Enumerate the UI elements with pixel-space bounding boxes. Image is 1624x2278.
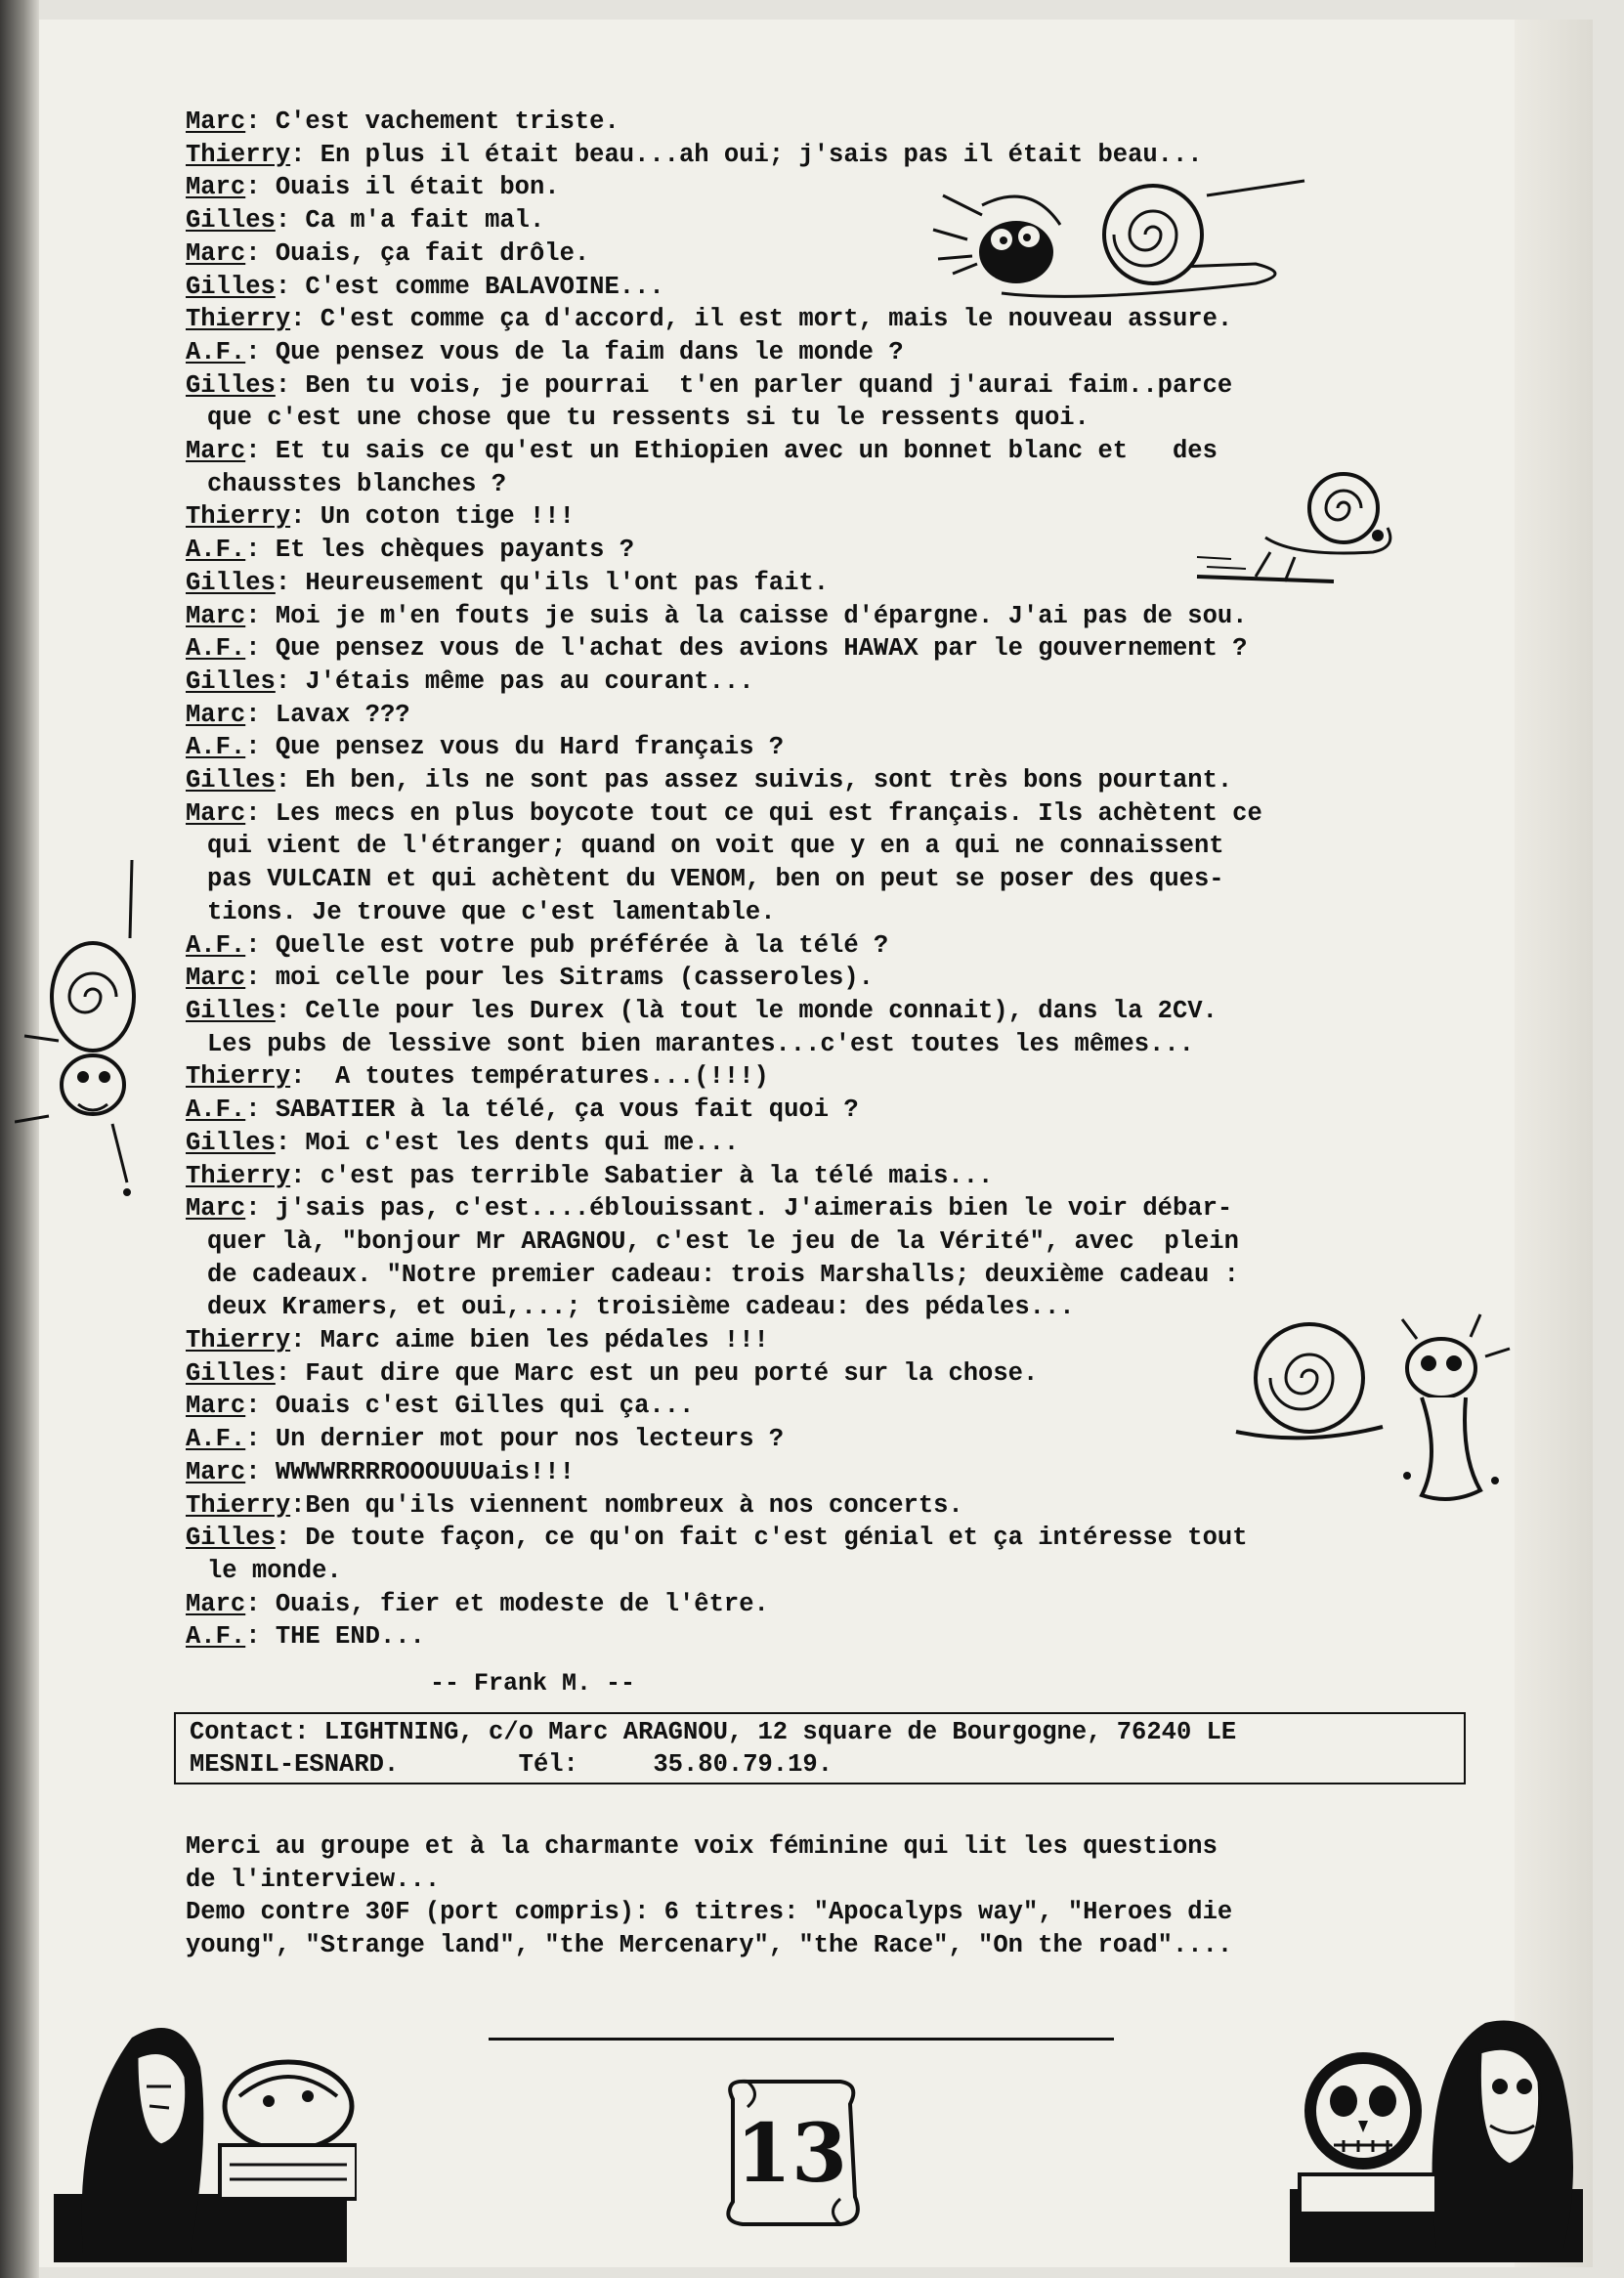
speaker-name: Gilles [186, 1524, 276, 1553]
thanks-line-2: de l'interview... [186, 1865, 441, 1894]
interview-line [186, 1522, 1485, 1555]
interview-line [186, 731, 1485, 764]
contact-box [174, 1712, 1466, 1784]
speaker-text: : THE END... [245, 1622, 425, 1652]
speaker-name: Marc [186, 437, 246, 466]
speaker-text: : c'est pas terrible Sabatier à la télé mais... [290, 1161, 994, 1190]
speaker-text: : Que pensez vous du Hard français ? [245, 733, 785, 762]
bottom-left-figure-illustration [44, 1999, 357, 2262]
interview-line [186, 1094, 1485, 1127]
interview-line [186, 962, 1485, 995]
speaker-name: Gilles [186, 666, 276, 696]
speaker-text: : Les mecs en plus boycote tout ce qui est français. Ils achètent ce [245, 798, 1262, 828]
interview-line [186, 402, 1485, 435]
interview-line [186, 699, 1485, 732]
speaker-text: quer là, "bonjour Mr ARAGNOU, c'est le jeu de la Vérité", avec plein [207, 1226, 1239, 1256]
demo-line-2: young", "Strange land", "the Mercenary", "the Race", "On the road".... [186, 1930, 1233, 1959]
speaker-text: : De toute façon, ce qu'on fait c'est génial et ça intéresse tout [275, 1524, 1248, 1553]
interview-line [186, 1060, 1485, 1094]
interview-line [186, 139, 1485, 172]
interview-line [186, 995, 1485, 1028]
speaker-name: Marc [186, 173, 246, 202]
speaker-text: : Et tu sais ce qu'est un Ethiopien avec un bonnet blanc et des [245, 437, 1218, 466]
bottom-right-skull-illustration [1290, 2003, 1583, 2262]
speaker-name: Thierry [186, 1161, 291, 1190]
speaker-name: A.F. [186, 1425, 246, 1454]
snail-running-illustration [1177, 459, 1422, 596]
page-margin-shadow [1515, 20, 1593, 2267]
speaker-name: Thierry [186, 140, 291, 169]
speaker-text: : Ouais, fier et modeste de l'être. [245, 1589, 769, 1618]
speaker-text: : Lavax ??? [245, 700, 410, 729]
speaker-name: A.F. [186, 634, 246, 664]
speaker-text: : Heureusement qu'ils l'ont pas fait. [275, 568, 830, 597]
speaker-name: A.F. [186, 1096, 246, 1125]
interview-line [186, 1555, 1485, 1588]
speaker-text: le monde. [207, 1556, 342, 1585]
speaker-text: : Que pensez vous de l'achat des avions HAWAX par le gouvernement ? [245, 634, 1248, 664]
interview-line [186, 1259, 1485, 1292]
speaker-name: Marc [186, 1194, 246, 1224]
speaker-name: A.F. [186, 1622, 246, 1652]
speaker-text: : moi celle pour les Sitrams (casseroles). [245, 964, 874, 993]
interview-line [186, 632, 1485, 666]
snail-scared-illustration [884, 176, 1353, 313]
author-signature: -- Frank M. -- [430, 1669, 636, 1698]
interview-line [186, 1225, 1485, 1259]
speaker-name: Marc [186, 238, 246, 268]
thanks-paragraph [186, 1830, 1475, 1961]
speaker-name: Marc [186, 798, 246, 828]
interview-line [186, 1028, 1485, 1061]
speaker-text: : Ben tu vois, je pourrai t'en parler quand j'aurai faim..parce [275, 370, 1233, 400]
speaker-name: Thierry [186, 305, 291, 334]
speaker-name: Thierry [186, 1326, 291, 1355]
interview-line [186, 1588, 1485, 1621]
interview-line [186, 797, 1485, 831]
interview-line [186, 929, 1485, 963]
speaker-name: Marc [186, 1457, 246, 1486]
speaker-text: chausstes blanches ? [207, 469, 507, 498]
speaker-name: Gilles [186, 272, 276, 301]
speaker-text: : Que pensez vous de la faim dans le monde ? [245, 337, 904, 366]
interview-line [186, 1192, 1485, 1225]
demo-line-1: Demo contre 30F (port compris): 6 titres: "Apocalyps way", "Heroes die [186, 1898, 1233, 1926]
speaker-name: Marc [186, 964, 246, 993]
interview-line [186, 863, 1485, 896]
snail-creature-left-illustration [15, 860, 151, 1212]
speaker-text: : Ouais, ça fait drôle. [245, 238, 590, 268]
speaker-text: : Un coton tige !!! [290, 502, 575, 532]
speaker-name: Gilles [186, 370, 276, 400]
speaker-text: : Ca m'a fait mal. [275, 206, 545, 236]
speaker-text: : A toutes températures...(!!!) [290, 1062, 769, 1092]
interview-line [186, 1620, 1485, 1654]
speaker-name: Marc [186, 107, 246, 136]
speaker-text: : C'est comme BALAVOINE... [275, 272, 664, 301]
interview-line [186, 896, 1485, 929]
interview-line [186, 106, 1485, 139]
page-number: 13 [735, 2107, 848, 2201]
speaker-text: : j'sais pas, c'est....éblouissant. J'aimerais bien le voir débar- [245, 1194, 1233, 1224]
speaker-name: A.F. [186, 733, 246, 762]
contact-line-1: Contact: LIGHTNING, c/o Marc ARAGNOU, 12 square de Bourgogne, 76240 LE [190, 1718, 1237, 1746]
interview-line [186, 764, 1485, 797]
speaker-text: qui vient de l'étranger; quand on voit que y en a qui ne connaissent [207, 832, 1224, 861]
speaker-text: deux Kramers, et oui,...; troisième cadeau: des pédales... [207, 1293, 1075, 1322]
speaker-name: Marc [186, 1589, 246, 1618]
speaker-text: : J'étais même pas au courant... [275, 666, 754, 696]
speaker-text: :Ben qu'ils viennent nombreux à nos concerts. [290, 1490, 963, 1520]
speaker-text: : Ouais il était bon. [245, 173, 560, 202]
speaker-text: : Ouais c'est Gilles qui ça... [245, 1392, 695, 1421]
speaker-text: : Eh ben, ils ne sont pas assez suivis, sont très bons pourtant. [275, 766, 1233, 795]
contact-line-2: MESNIL-ESNARD. Tél: 35.80.79.19. [190, 1750, 833, 1779]
speaker-name: A.F. [186, 930, 246, 960]
interview-line [186, 1127, 1485, 1160]
interview-line [186, 369, 1485, 403]
speaker-text: : En plus il était beau...ah oui; j'sais pas il était beau... [290, 140, 1203, 169]
speaker-text: de cadeaux. "Notre premier cadeau: trois Marshalls; deuxième cadeau : [207, 1260, 1239, 1289]
speaker-text: : Moi je m'en fouts je suis à la caisse d'épargne. J'ai pas de sou. [245, 601, 1248, 630]
interview-line [186, 336, 1485, 369]
speaker-name: Marc [186, 601, 246, 630]
speaker-text: : SABATIER à la télé, ça vous fait quoi ? [245, 1096, 859, 1125]
speaker-name: Gilles [186, 766, 276, 795]
divider-rule [489, 2038, 1114, 2041]
speaker-name: Gilles [186, 568, 276, 597]
speaker-text: : Faut dire que Marc est un peu porté sur la chose. [275, 1358, 1039, 1388]
speaker-name: Gilles [186, 1358, 276, 1388]
interview-line [186, 830, 1485, 863]
speaker-name: Gilles [186, 206, 276, 236]
speaker-name: Marc [186, 1392, 246, 1421]
speaker-text: : Marc aime bien les pédales !!! [290, 1326, 769, 1355]
speaker-text: Les pubs de lessive sont bien marantes...c'est toutes les mêmes... [207, 1029, 1194, 1058]
speaker-text: : C'est vachement triste. [245, 107, 620, 136]
speaker-name: Thierry [186, 1490, 291, 1520]
interview-line [186, 600, 1485, 633]
speaker-text: : C'est comme ça d'accord, il est mort, mais le nouveau assure. [290, 305, 1233, 334]
speaker-text: : WWWWRRRROOOUUUais!!! [245, 1457, 575, 1486]
speaker-text: : Quelle est votre pub préférée à la télé ? [245, 930, 889, 960]
speaker-name: Thierry [186, 502, 291, 532]
speaker-text: : Et les chèques payants ? [245, 536, 635, 565]
speaker-name: A.F. [186, 536, 246, 565]
speaker-name: Thierry [186, 1062, 291, 1092]
speaker-name: Marc [186, 700, 246, 729]
interview-line [186, 666, 1485, 699]
speaker-text: pas VULCAIN et qui achètent du VENOM, ben on peut se poser des ques- [207, 865, 1224, 894]
speaker-name: Gilles [186, 996, 276, 1025]
speaker-name: Gilles [186, 1128, 276, 1157]
speaker-text: que c'est une chose que tu ressents si tu le ressents quoi. [207, 404, 1090, 433]
speaker-text: tions. Je trouve que c'est lamentable. [207, 897, 776, 926]
page-number-scroll [708, 2070, 875, 2236]
snail-melting-illustration [1226, 1310, 1559, 1515]
speaker-name: A.F. [186, 337, 246, 366]
interview-line [186, 1160, 1485, 1193]
speaker-text: : Moi c'est les dents qui me... [275, 1128, 740, 1157]
thanks-line-1: Merci au groupe et à la charmante voix féminine qui lit les questions [186, 1832, 1218, 1861]
speaker-text: : Un dernier mot pour nos lecteurs ? [245, 1425, 785, 1454]
speaker-text: : Celle pour les Durex (là tout le monde connait), dans la 2CV. [275, 996, 1218, 1025]
